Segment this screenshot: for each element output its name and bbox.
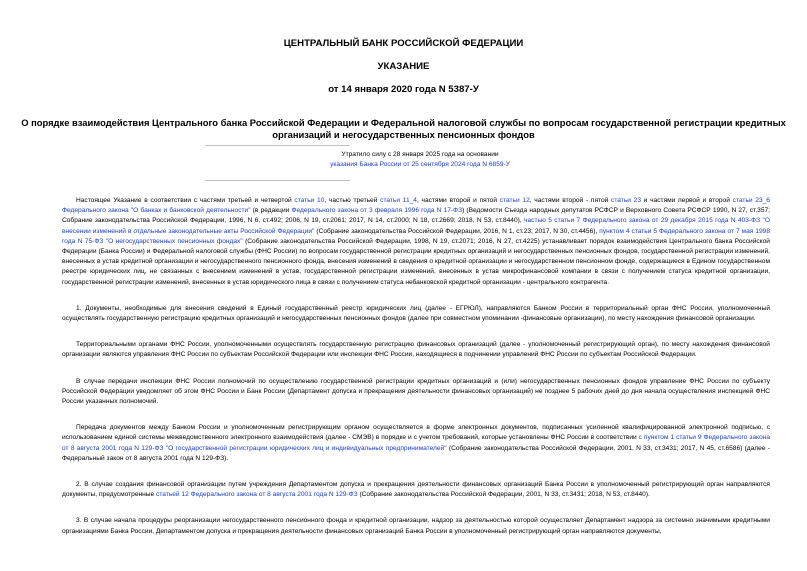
text-run: (Собрание законодательства Российской Федерации, 2001, N 33, ст.3431; 2018, N 53, ст.8440). — [357, 491, 650, 499]
link-law-banks[interactable]: статьи 23_6 Федерального закона "О банках и банковской деятельности" — [62, 197, 770, 215]
note-separator-top — [205, 145, 350, 146]
document-date-number: от 14 января 2020 года N 5387-У — [328, 84, 479, 95]
link-law-17fz[interactable]: Федерального закона от 3 февраля 1996 года N 17-ФЗ — [291, 207, 463, 215]
text-run: , частью третьей — [324, 197, 381, 204]
text-run: Настоящее Указание в соответствии с частями третьей и четвертой — [76, 197, 295, 204]
text-run: 2. В случае создания финансовой организации путем учреждения Департаментом допуска и прекращения деятельности финансовых организаций Банка России в уполномоченный регистрирующий орган направляются документы, предусмотренные — [62, 481, 770, 499]
status-note — [205, 150, 635, 170]
status-note-link[interactable]: указания Банка России от 25 сентября 2024 года N 6859-У — [330, 161, 510, 168]
link-law-129fz-art12[interactable]: статьей 12 Федерального закона от 8 августа 2001 года N 129-ФЗ — [156, 491, 358, 499]
issuer-heading: ЦЕНТРАЛЬНЫЙ БАНК РОССИЙСКОЙ ФЕДЕРАЦИИ — [283, 38, 524, 49]
document-body — [62, 196, 770, 553]
paragraph-1-delegation: В случае передачи инспекции ФНС России полномочий по осуществлению государственной регистрации кредитных организаций и (или) негосударственных пенсионных фондов управление ФНС России по субъекту Российской Федерации уведомляет об этом ФНС России и Банк России (Департамент допуска и прекращения деятельности финансовых организаций) не позднее 5 рабочих дней до дня начала осуществления инспекцией ФНС России указанных полномочий. — [62, 377, 770, 406]
link-law-129fz-art9[interactable]: с пунктом 1 статьи 9 Федерального закона от 8 августа 2001 года N 129-ФЗ "О государственной регистрации юридических лиц и индивидуальных предпринимателей" — [62, 434, 770, 452]
text-run: ) (Ведомости Съезда народных депутатов РСФСР и Верховного Совета РСФСР 1990, N 27, ст.357; Собрание законодательства Российской Федерации, 1996, N 6, ст.492; 2006, N 19, ст.2061; 2017, N 14, ст.2000; N 18, ст.2669; 2018, N 53, ст.8440), — [62, 207, 770, 225]
link-art10[interactable]: статьи 10 — [294, 197, 325, 204]
link-art11-4[interactable]: статьи 11_4 — [380, 197, 417, 204]
paragraph-exchange — [62, 423, 770, 464]
text-run: и частями первой и второй — [641, 197, 733, 204]
text-run: Передача документов между Банком России и уполномоченным регистрирующим органом осуществляется в форме электронных документов, подписанных усиленной квалифицированной электронной подписью, с использованием единой системы межведомственного электронного взаимодействия (далее - СМЭВ) в порядке и с учетом требований, которые установлены ФНС России в соответствии — [62, 424, 770, 442]
status-note-text: Утратило силу с 28 января 2025 года на основании — [341, 151, 499, 158]
paragraph-1: 1. Документы, необходимые для внесения сведений в Единый государственный реестр юридических лиц (далее - ЕГРЮЛ), направляются Банком России в территориальный орган ФНС России, уполномоченный осуществлять государственную регистрацию кредитных организаций и негосударственных пенсионных фондов (далее при совместном упоминании -финансовые организации), по месту нахождения финансовой организации. — [62, 304, 770, 323]
link-law-403fz[interactable]: частью 5 статьи 7 Федерального закона от 29 декабря 2015 года N 403-ФЗ "О внесении изменений в отдельные законодательные акты Российской Федерации" — [62, 217, 770, 235]
text-run: (Собрание законодательства Российской Федерации, 1998, N 19, ст.2071; 2016, N 27, ст.4225) устанавливает порядок взаимодействия Центрального банка Российской Федерации (Банка России) и Федеральной налоговой службы (ФНС России) по вопросам государственной регистрации кредитных организаций и негосударственных пенсионных фондов, государственной регистрации изменений, внесенных в устав кредитной организации и негосударственного пенсионного фонда, внесения изменений в сведения о кредитной организации и негосударственном пенсионном фонде, содержащиеся в Едином государственном реестре юридических лиц, не связанных с внесением изменений в устав, государственной регистрации изменений, внесенных в устав микрофинансовой компании в связи с получением статуса кредитной организации, государственной регистрации изменений, внесенных в устав юридического лица в связи с получением статуса небанковской кредитной организации - центрального контрагента. — [62, 237, 770, 286]
paragraph-2 — [62, 480, 770, 500]
document-title: О порядке взаимодействия Центрального банка Российской Федерации и Федеральной налоговой службы по вопросам государственной регистрации кредитных организаций и негосударственных пенсионных фондов — [21, 117, 786, 140]
paragraph-1-territorial: Территориальными органами ФНС России, уполномоченными осуществлять государственную регистрацию финансовых организаций (далее - уполномоченный регистрирующий орган), по месту нахождения финансовой организации являются управления ФНС России по субъектам Российской Федерации или инспекции ФНС России, находящиеся в подчинении управлений ФНС России по субъектам Российской Федерации. — [62, 341, 770, 359]
note-separator-bottom — [205, 180, 350, 181]
link-art23[interactable]: статьи 23 — [611, 197, 642, 204]
text-run: (в редакции — [250, 207, 292, 215]
text-run: , частями второй и пятой — [416, 197, 500, 204]
text-run: (Собрание законодательства Российской Федерации, 2016, N 1, ст.23; 2017, N 30, ст.4456), — [314, 227, 600, 235]
text-run: , частями второй - пятой — [529, 197, 612, 204]
link-law-75fz[interactable]: пунктом 4 статьи 5 Федерального закона от 7 мая 1998 года N 75-ФЗ "О негосударственных пенсионных фондах" — [62, 227, 770, 245]
link-art12[interactable]: статьи 12 — [499, 197, 530, 204]
preamble-paragraph — [62, 196, 770, 288]
text-run: (Собрание законодательства Российской Федерации, 2001, N 33, ст.3431; 2017, N 45, ст.6586) (далее - Федеральный закон от 8 августа 2001 года N 129-ФЗ). — [62, 444, 770, 462]
document-type: УКАЗАНИЕ — [377, 61, 430, 72]
paragraph-3: 3. В случае начала процедуры реорганизации негосударственного пенсионного фонда и кредитной организации, надзор за деятельностью которой осуществляет Департамент надзора за системно значимыми кредитными организациями Банка России, Департаментом допуска и прекращения деятельности финансовых организаций Банка России в уполномоченный регистрирующий орган направляются документы, — [62, 517, 770, 535]
